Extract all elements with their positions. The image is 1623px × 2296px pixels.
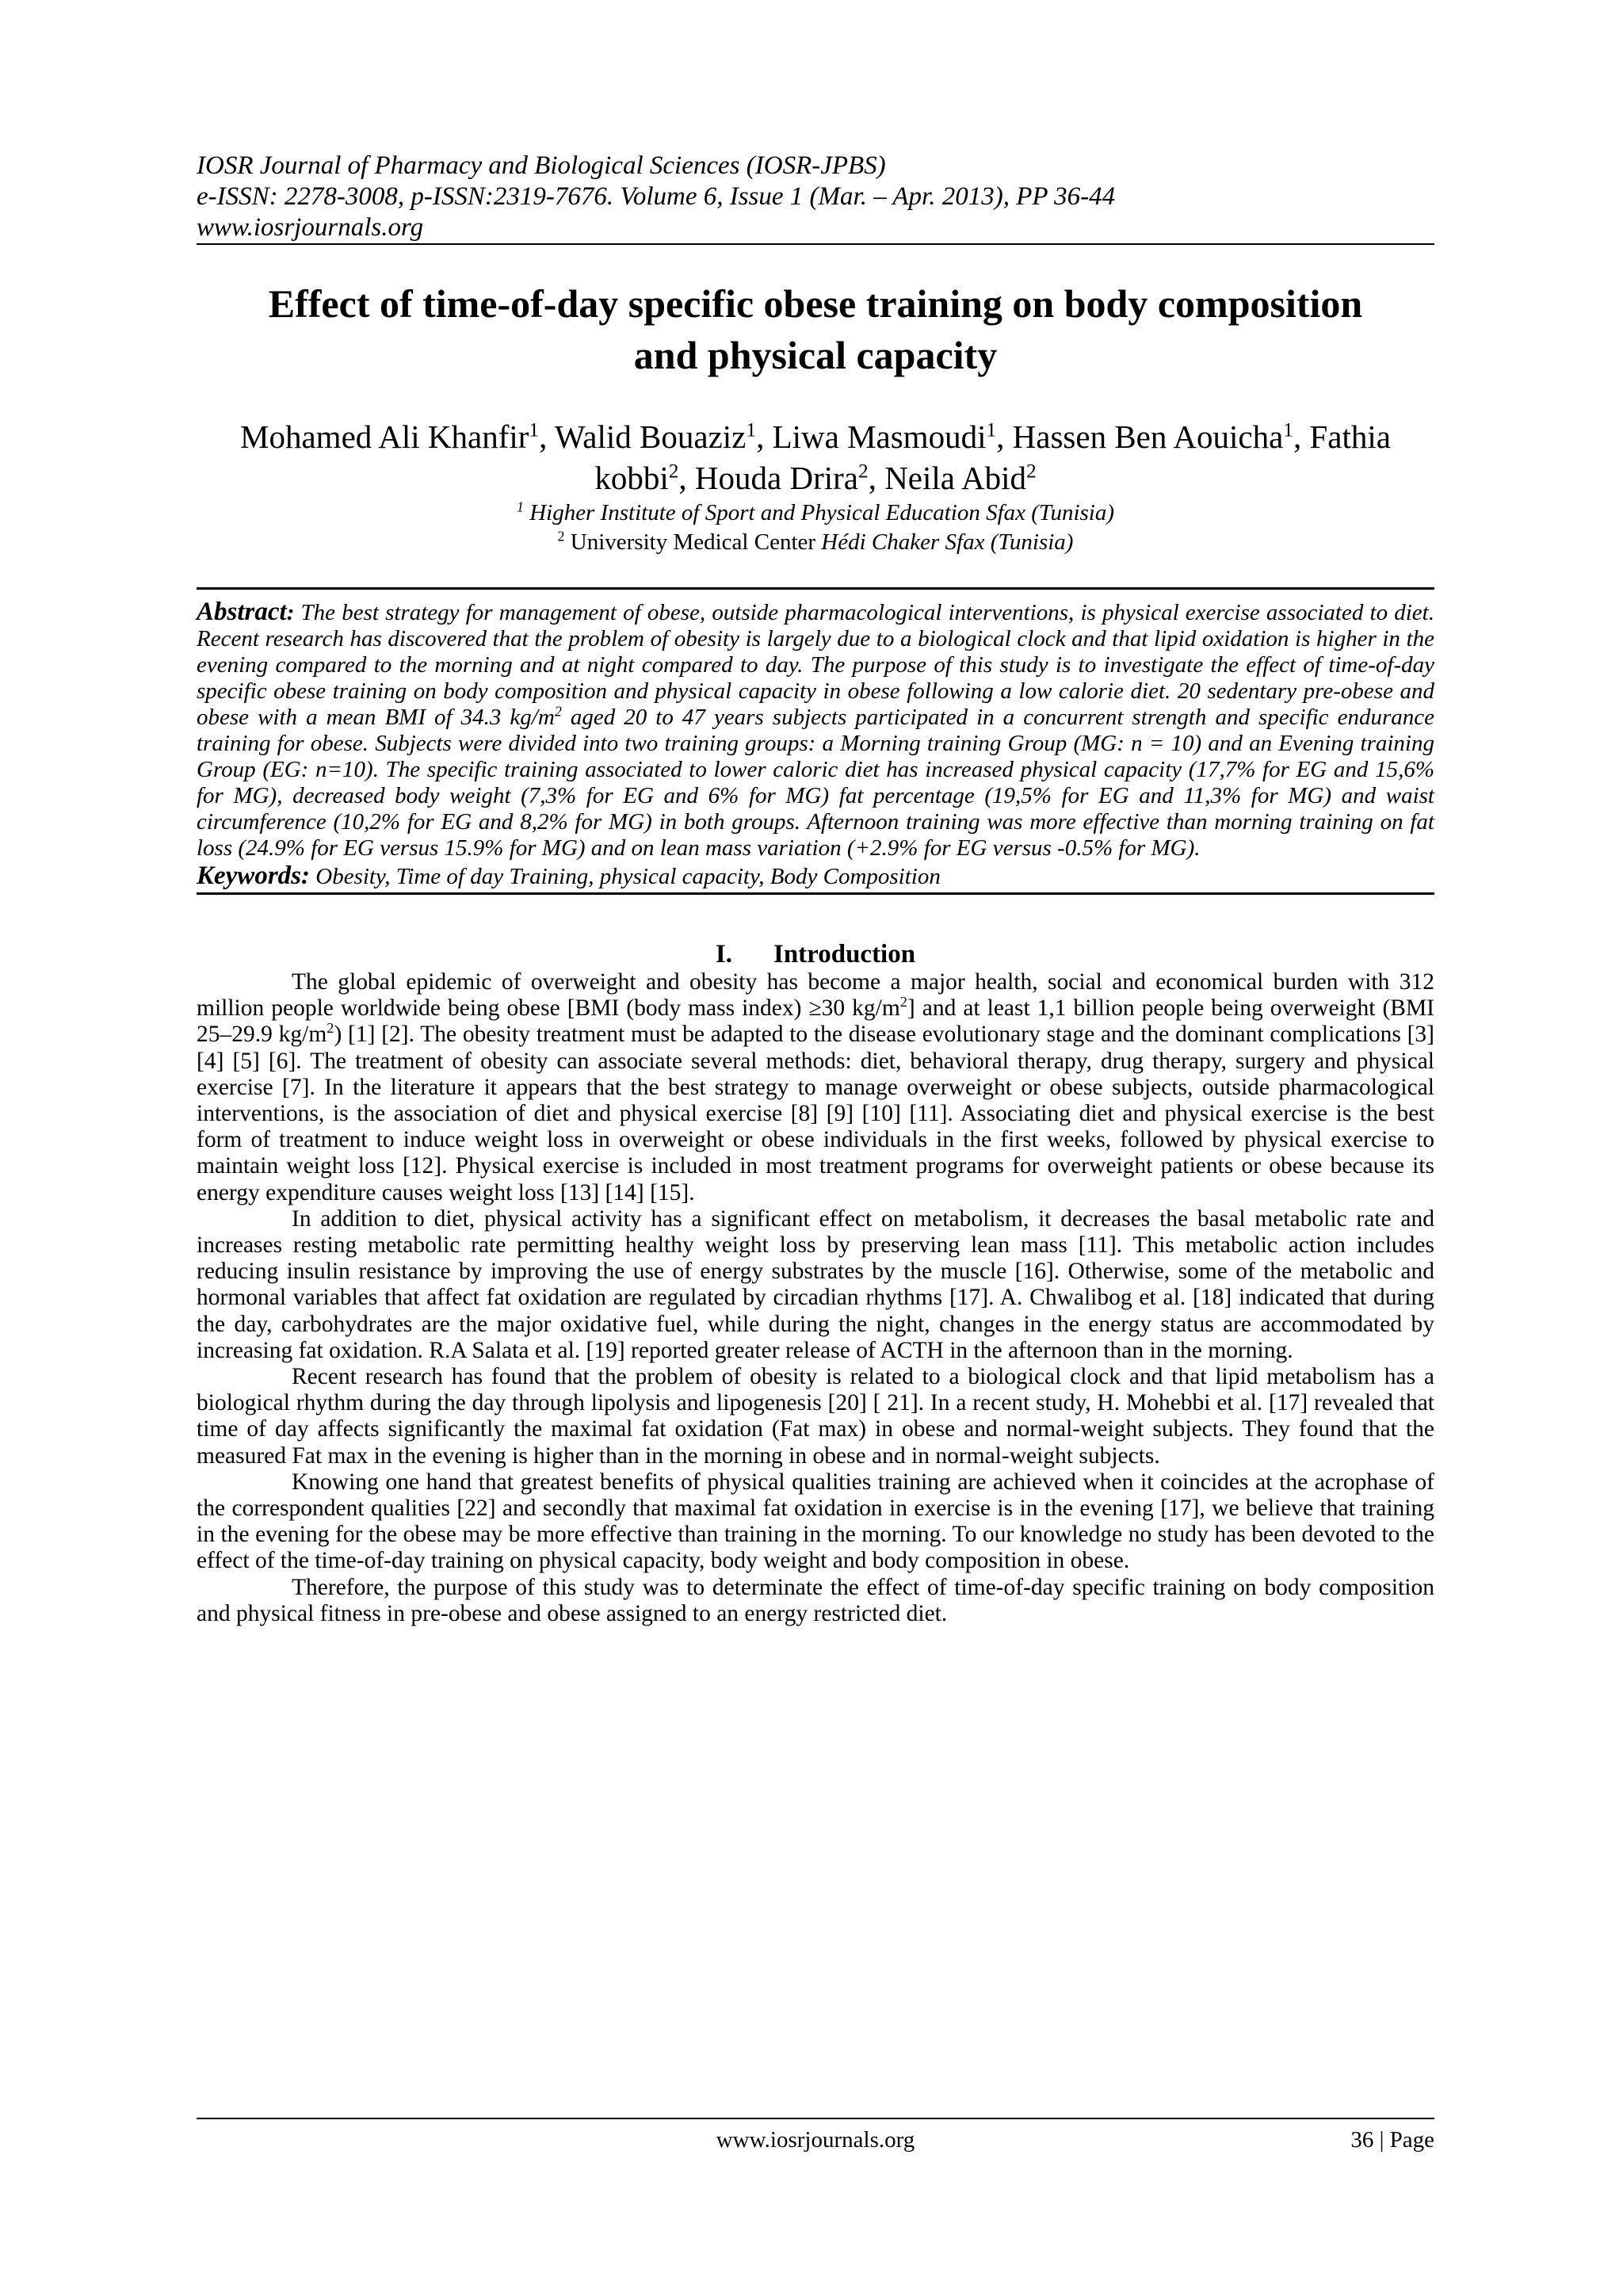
header-rule (197, 243, 1434, 245)
page-number: 36 | Page (1350, 2127, 1434, 2153)
abstract-text: Abstract: The best strategy for management of obese, outside pharmacological interventions, is physical exercise associated to diet. Recent research has discovered that the problem of obesity is largely due to a biological clock and that lipid oxidation is higher in the evening compared to the morning and at night compared to day. The purpose of this study is to investigate the effect of time-of-day specific obese training on body composition and physical capacity in obese following a low calorie diet. 20 sedentary pre-obese and obese with a mean BMI of 34.3 $kg/m^2$ aged 20 to 47 years subjects participated in a concurrent strength and specific endurance training for obese. Subjects were divided into two training groups: a Morning training Group (MG: n = 10) and an Evening training Group (EG: n=10). The specific training associated to lower caloric diet has increased physical capacity (17,7% for EG and 15,6% for MG), decreased body weight (7,3% for EG and 6% for MG) fat percentage (19,5% for EG and 11,3% for MG) and waist circumference (10,2% for EG and 8,2% for MG) in both groups. Afternoon training was more effective than morning training on fat loss (24.9% for EG versus 15.9% for MG) and on lean mass variation (+2.9% for EG versus -0.5% for MG). (197, 598, 1434, 861)
author-list (197, 416, 1434, 499)
affiliation-1: $^1$ Higher Institute of Sport and Physical Education Sfax (Tunisia) (516, 499, 1115, 525)
journal-name: IOSR Journal of Pharmacy and Biological Sciences (IOSR-JPBS) (197, 151, 886, 180)
footer-website: www.iosrjournals.org (716, 2127, 915, 2153)
affiliation-2: $^2$ University Medical Center Hédi Chaker Sfax (Tunisia) (557, 528, 1074, 555)
author: Mohamed Ali Khanfir$^1$, (240, 418, 555, 455)
intro-paragraph-3: Recent research has found that the problem of obesity is related to a biological clock and that lipid metabolism has a biological rhythm during the day through lipolysis and lipogenesis [20] [ 21]. In a recent study, H. Mohebbi et al. [17] revealed that time of day affects significantly the maximal fat oxidation (Fat max) in obese and normal-weight subjects. They found that the measured Fat max in the evening is higher than in the morning in obese and in normal-weight subjects. (197, 1364, 1434, 1469)
keywords-label: Keywords: (197, 861, 310, 890)
paper-title (197, 278, 1434, 381)
intro-paragraph-5: Therefore, the purpose of this study was to determinate the effect of time-of-day specific training on body composition and physical fitness in pre-obese and obese assigned to an energy restricted diet. (197, 1574, 1434, 1626)
keywords: Keywords: Obesity, Time of day Training, physical capacity, Body Composition (197, 861, 941, 890)
intro-paragraph-1: The global epidemic of overweight and obesity has become a major health, social and economical burden with 312 million people worldwide being obese [BMI (body mass index) ≥30 $kg/m^2$] and at least 1,1 billion people being overweight (BMI 25–29.9 $kg/m^2$) [1] [2]. The obesity treatment must be adapted to the disease evolutionary stage and the dominant complications [3] [4] [5] [6]. The treatment of obesity can associate several methods: diet, behavioral therapy, drug therapy, surgery and physical exercise [7]. In the literature it appears that the best strategy to manage overweight or obese subjects, outside pharmacological interventions, is the association of diet and physical exercise [8] [9] [10] [11]. Associating diet and physical exercise is the best form of treatment to induce weight loss in overweight or obese individuals in the first weeks, followed by physical exercise to maintain weight loss [12]. Physical exercise is included in most treatment programs for overweight patients or obese because its energy expenditure causes weight loss [13] [14] [15]. (197, 969, 1435, 1205)
author: Walid Bouaziz$^1$, (554, 418, 773, 455)
section-heading-introduction: I. Introduction (715, 940, 916, 968)
intro-paragraph-2: In addition to diet, physical activity has a significant effect on metabolism, it decreases the basal metabolic rate and increases resting metabolic rate permitting healthy weight loss by preserving lean mass [11]. This metabolic action includes reducing insulin resistance by improving the use of energy substrates by the muscle [16]. Otherwise, some of the metabolic and hormonal variables that affect fat oxidation are regulated by circadian rhythms [17]. A. Chwalibog et al. [18] indicated that during the day, carbohydrates are the major oxidative fuel, while during the night, changes in the energy status are accommodated by increasing fat oxidation. R.A Salata et al. [19] reported greater release of ACTH in the afternoon than in the morning. (197, 1205, 1434, 1363)
journal-issn: e-ISSN: 2278-3008, p-ISSN:2319-7676. Volume 6, Issue 1 (Mar. – Apr. 2013), PP 36-44 (197, 182, 1116, 211)
author: Neila Abid$^2$ (884, 460, 1037, 496)
journal-header (197, 151, 1434, 243)
abstract-top-rule (197, 587, 1434, 590)
abstract-section (197, 587, 1434, 895)
page-footer (197, 2118, 1434, 2159)
abstract-label: Abstract (197, 598, 287, 626)
title-line-1: Effect of time-of-day specific obese training on body composition (268, 281, 1363, 326)
author: Hassen Ben Aouicha$^1$, (1012, 418, 1310, 455)
paper-page (197, 151, 1434, 1627)
footer-rule (197, 2118, 1434, 2119)
title-line-2: and physical capacity (633, 333, 998, 377)
author: Liwa Masmoudi$^1$, (772, 418, 1013, 455)
journal-website: www.iosrjournals.org (197, 213, 424, 242)
abstract-bottom-rule (197, 892, 1434, 895)
intro-paragraph-4: Knowing one hand that greatest benefits of physical qualities training are achieved when it coincides at the acrophase of the correspondent qualities [22] and secondly that maximal fat oxidation in exercise is in the evening [17], we believe that training in the evening for the obese may be more effective than training in the morning. To our knowledge no study has been devoted to the effect of the time-of-day training on physical capacity, body weight and body composition in obese. (197, 1469, 1434, 1574)
author: Houda Drira$^2$, (694, 460, 885, 496)
author: Fathia kobbi$^2$, (594, 418, 1391, 496)
